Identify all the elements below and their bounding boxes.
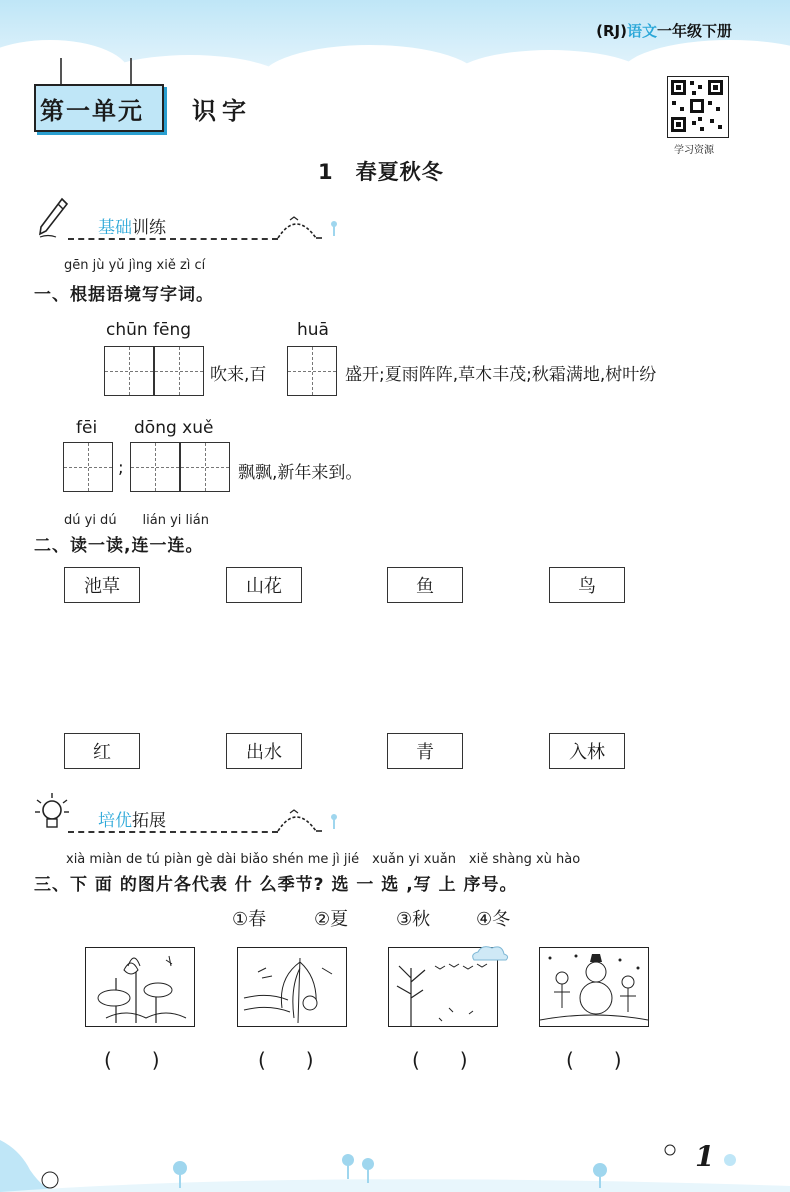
char-box[interactable] xyxy=(104,346,154,396)
bottom-decoration xyxy=(0,1120,790,1192)
answer-blank[interactable]: ( ) xyxy=(412,1048,468,1072)
season-option: ④冬 xyxy=(476,909,511,930)
answer-blank[interactable]: ( ) xyxy=(104,1048,160,1072)
qr-label: 学习资源 xyxy=(674,145,714,156)
q2-prompt: 二、读一读,连一连。 xyxy=(34,536,204,556)
char-box[interactable] xyxy=(180,442,230,492)
word-card-top[interactable]: 鸟 xyxy=(549,567,625,603)
sign-string-left xyxy=(60,58,62,84)
char-box[interactable] xyxy=(154,346,204,396)
q1-prompt: 一、根据语境写字词。 xyxy=(34,285,214,305)
page-number: 1 xyxy=(695,1140,715,1173)
pencil-icon xyxy=(36,196,70,240)
word-card-top[interactable]: 鱼 xyxy=(387,567,463,603)
unit-title: 第一单元 xyxy=(40,97,144,125)
bird-arc-icon xyxy=(276,805,346,835)
q1-semicolon: ; xyxy=(118,458,124,478)
lightbulb-icon xyxy=(32,790,72,834)
word-card-bottom[interactable]: 红 xyxy=(64,733,140,769)
char-box[interactable] xyxy=(287,346,337,396)
pinyin-hua: huā xyxy=(297,320,329,340)
q1-text-1a: 吹来,百 xyxy=(210,365,267,385)
answer-blank[interactable]: ( ) xyxy=(566,1048,622,1072)
season-option: ③秋 xyxy=(396,909,431,930)
word-card-bottom[interactable]: 出水 xyxy=(226,733,302,769)
summer-lotus-picture xyxy=(85,947,195,1027)
cloud-icon xyxy=(468,944,510,964)
section-heading-advanced: 培优拓展 xyxy=(98,811,166,831)
bird-arc-icon xyxy=(276,212,346,242)
answer-blank[interactable]: ( ) xyxy=(258,1048,314,1072)
section-heading-basic: 基础训练 xyxy=(98,218,166,238)
word-card-top[interactable]: 池草 xyxy=(64,567,140,603)
winter-snowman-picture xyxy=(539,947,649,1027)
q1-text-1b: 盛开;夏雨阵阵,草木丰茂;秋霜满地,树叶纷 xyxy=(345,365,657,385)
unit-subtitle: 识字 xyxy=(192,97,252,125)
grade-label: (RJ)语文一年级下册 xyxy=(596,22,732,40)
q1-text-2: 飘飘,新年来到。 xyxy=(238,463,363,483)
q3-pinyin: xià miàn de tú piàn gè dài biǎo shén me jì jié xuǎn yi xuǎn xiě shàng xù hào xyxy=(66,852,581,867)
lesson-title: 1 春夏秋冬 xyxy=(318,160,444,184)
section-divider xyxy=(68,831,278,833)
char-box[interactable] xyxy=(130,442,180,492)
word-card-top[interactable]: 山花 xyxy=(226,567,302,603)
word-card-bottom[interactable]: 青 xyxy=(387,733,463,769)
q3-prompt: 三、下 面 的图片各代表 什 么季节? 选 一 选 ,写 上 序号。 xyxy=(34,875,518,895)
qr-code-icon[interactable] xyxy=(667,76,729,138)
word-card-bottom[interactable]: 入林 xyxy=(549,733,625,769)
char-box[interactable] xyxy=(63,442,113,492)
season-option: ②夏 xyxy=(314,909,349,930)
q1-pinyin: gēn jù yǔ jìng xiě zì cí xyxy=(64,258,206,273)
pinyin-chunfeng: chūn fēng xyxy=(106,320,192,340)
pinyin-fei: fēi xyxy=(76,418,98,438)
season-option: ①春 xyxy=(232,909,267,930)
spring-willow-picture xyxy=(237,947,347,1027)
sign-string-right xyxy=(130,58,132,84)
section-divider xyxy=(68,238,278,240)
pinyin-dongxue: dōng xuě xyxy=(134,418,214,438)
q2-pinyin: dú yi dú lián yi lián xyxy=(64,513,209,528)
